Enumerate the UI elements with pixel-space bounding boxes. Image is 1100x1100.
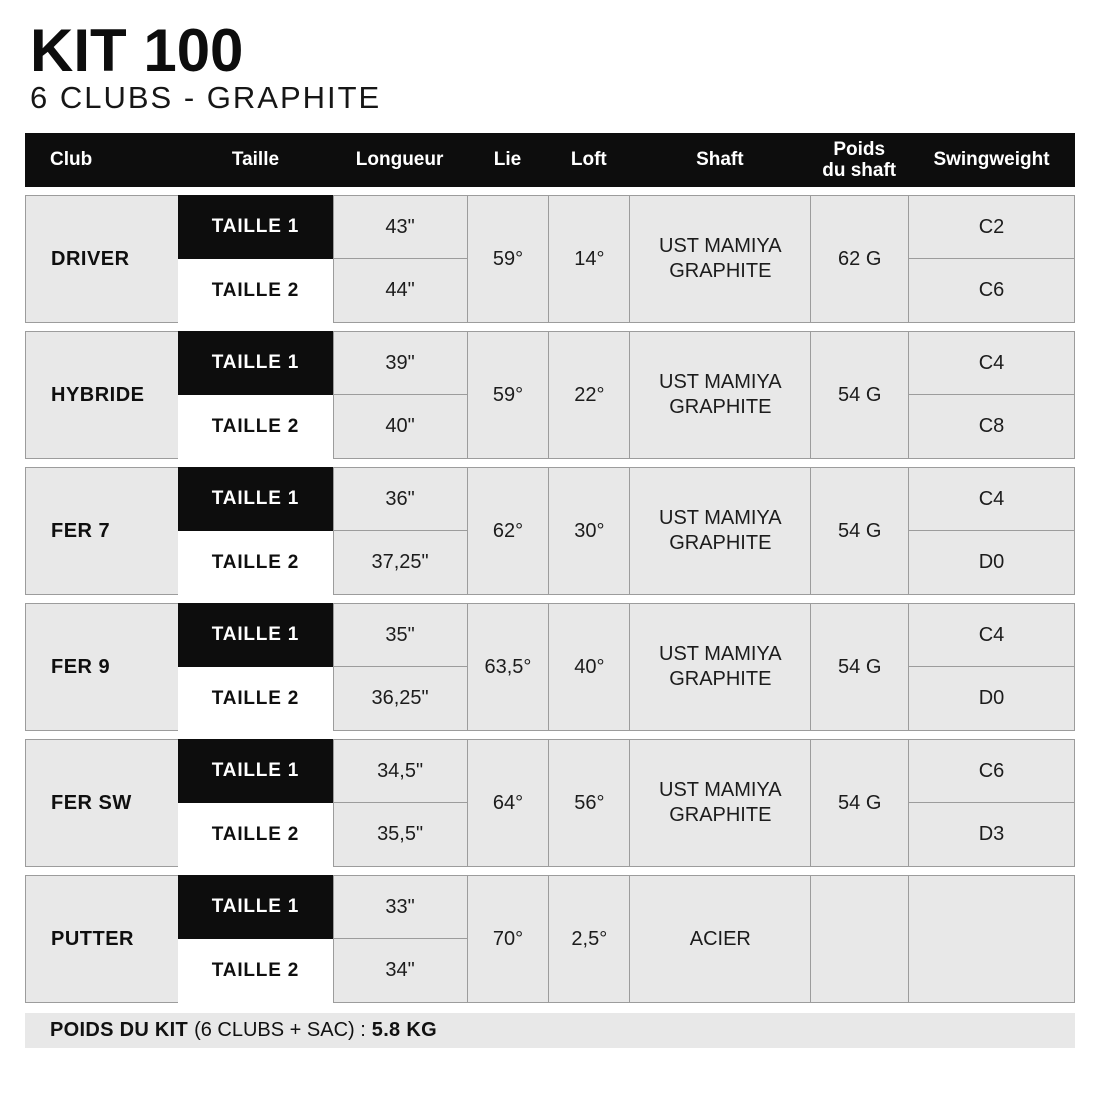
size-2-badge: TAILLE 2	[178, 395, 332, 459]
length-size1-value: 34,5"	[333, 739, 467, 803]
club-name: DRIVER	[25, 195, 178, 323]
lie-value: 59°	[467, 331, 549, 459]
length-size2-value: 40"	[333, 395, 467, 459]
length-size1-value: 33"	[333, 875, 467, 939]
kit-weight-value: 5.8 KG	[371, 1019, 437, 1042]
lie-value: 62°	[467, 467, 549, 595]
kit-weight-detail: (6 CLUBS + SAC) :	[194, 1019, 366, 1042]
length-size1-value: 35"	[333, 603, 467, 667]
size-1-badge: TAILLE 1	[178, 467, 332, 531]
club-name: FER SW	[25, 739, 178, 867]
swingweight-size2-value: C6	[908, 259, 1075, 323]
loft-value: 56°	[548, 739, 629, 867]
lie-value: 63,5°	[467, 603, 549, 731]
length-size2-value: 44"	[333, 259, 467, 323]
swingweight-size1-value: C4	[908, 467, 1075, 531]
swingweight-size1-value: C4	[908, 331, 1075, 395]
header-club: Club	[50, 149, 93, 171]
club-block-hybride	[25, 331, 1075, 459]
length-size2-value: 36,25"	[333, 667, 467, 731]
size-2-badge: TAILLE 2	[178, 803, 332, 867]
size-1-badge: TAILLE 1	[178, 195, 332, 259]
length-size2-value: 37,25"	[333, 531, 467, 595]
size-2-badge: TAILLE 2	[178, 531, 332, 595]
shaft-value: UST MAMIYA GRAPHITE	[629, 603, 810, 731]
swingweight-size1-value: C6	[908, 739, 1075, 803]
header-poids-du-shaft: Poids du shaft	[822, 138, 897, 182]
lie-value: 70°	[467, 875, 549, 1003]
header-lie: Lie	[493, 149, 522, 171]
length-size2-value: 34"	[333, 939, 467, 1003]
length-size2-value: 35,5"	[333, 803, 467, 867]
shaft-value: UST MAMIYA GRAPHITE	[629, 331, 810, 459]
header-taille: Taille	[231, 149, 280, 171]
size-2-badge: TAILLE 2	[178, 939, 332, 1003]
kit-weight-label: POIDS DU KIT	[50, 1019, 189, 1042]
shaft-value: ACIER	[629, 875, 810, 1003]
swingweight-size1-value: C2	[908, 195, 1075, 259]
shaft-value: UST MAMIYA GRAPHITE	[629, 467, 810, 595]
shaft-weight-value: 62 G	[810, 195, 908, 323]
header-shaft: Shaft	[696, 149, 744, 171]
length-size1-value: 43"	[333, 195, 467, 259]
shaft-value: UST MAMIYA GRAPHITE	[629, 195, 810, 323]
loft-value: 30°	[548, 467, 629, 595]
club-name: HYBRIDE	[25, 331, 178, 459]
club-name: FER 9	[25, 603, 178, 731]
length-size1-value: 39"	[333, 331, 467, 395]
shaft-weight-value	[810, 875, 908, 1003]
club-block-putter	[25, 875, 1075, 1003]
header-loft: Loft	[570, 149, 607, 171]
kit-weight-bar	[25, 1013, 1075, 1048]
shaft-value: UST MAMIYA GRAPHITE	[629, 739, 810, 867]
size-2-badge: TAILLE 2	[178, 667, 332, 731]
lie-value: 59°	[467, 195, 549, 323]
size-1-badge: TAILLE 1	[178, 331, 332, 395]
club-name: FER 7	[25, 467, 178, 595]
loft-value: 2,5°	[548, 875, 629, 1003]
swingweight-size2-value: D0	[908, 667, 1075, 731]
swingweight-size2-value: D0	[908, 531, 1075, 595]
size-1-badge: TAILLE 1	[178, 603, 332, 667]
page-title: KIT 100	[30, 17, 244, 84]
header-swingweight: Swingweight	[933, 149, 1050, 171]
size-2-badge: TAILLE 2	[178, 259, 332, 323]
size-1-badge: TAILLE 1	[178, 875, 332, 939]
club-block-driver	[25, 195, 1075, 323]
lie-value: 64°	[467, 739, 549, 867]
swingweight-size2-value: D3	[908, 803, 1075, 867]
swingweight-size1-value: C4	[908, 603, 1075, 667]
club-block-fer9	[25, 603, 1075, 731]
table-header-row	[25, 133, 1075, 187]
size-1-badge: TAILLE 1	[178, 739, 332, 803]
length-size1-value: 36"	[333, 467, 467, 531]
loft-value: 22°	[548, 331, 629, 459]
shaft-weight-value: 54 G	[810, 739, 908, 867]
swingweight-size2-value: C8	[908, 395, 1075, 459]
club-block-fersw	[25, 739, 1075, 867]
shaft-weight-value: 54 G	[810, 331, 908, 459]
shaft-weight-value: 54 G	[810, 603, 908, 731]
header-longueur: Longueur	[355, 149, 444, 171]
loft-value: 40°	[548, 603, 629, 731]
swingweight-value	[908, 875, 1075, 1003]
loft-value: 14°	[548, 195, 629, 323]
shaft-weight-value: 54 G	[810, 467, 908, 595]
club-block-fer7	[25, 467, 1075, 595]
club-name: PUTTER	[25, 875, 178, 1003]
page-subtitle: 6 CLUBS - GRAPHITE	[30, 80, 382, 115]
